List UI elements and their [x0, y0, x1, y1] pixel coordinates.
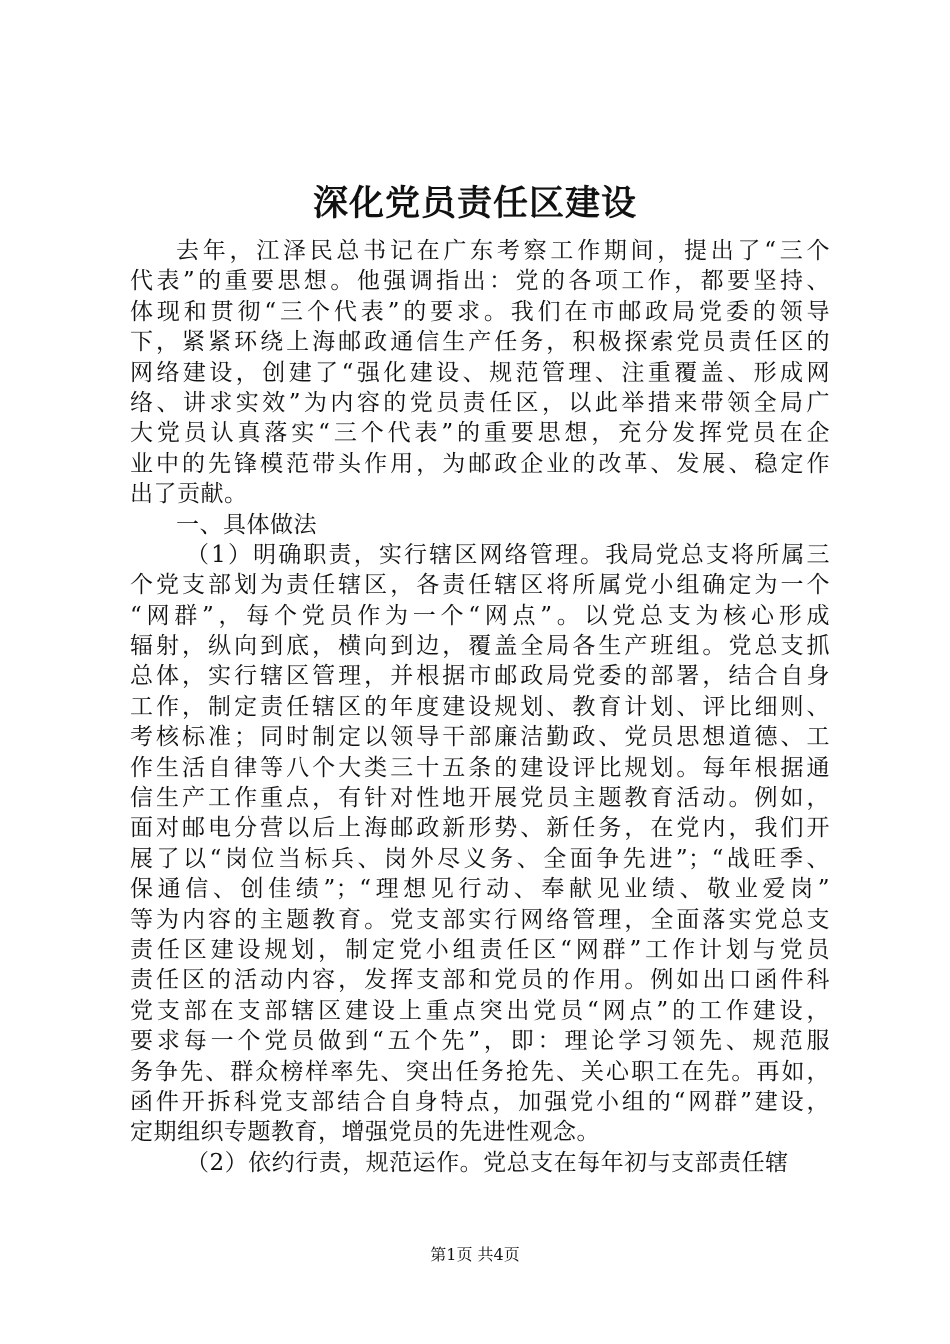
- item-1-line: 要求每一个党员做到“五个先”，即：理论学习领先、规范服: [130, 1028, 830, 1055]
- intro-line: 去年，江泽民总书记在广东考察工作期间，提出了“三个: [176, 238, 830, 264]
- item-1-line: （1）明确职责，实行辖区网络管理。我局党总支将所属三: [186, 541, 830, 568]
- section-heading-1-line: 一、具体做法: [176, 511, 317, 538]
- item-1-line: 务争先、群众榜样率先、突出任务抢先、关心职工在先。再如，: [130, 1058, 830, 1085]
- intro-line: 业中的先锋模范带头作用，为邮政企业的改革、发展、稳定作: [130, 450, 830, 477]
- item-1-line: 等为内容的主题教育。党支部实行网络管理，全面落实党总支: [130, 906, 830, 933]
- item-1-line: “网群”，每个党员作为一个“网点”。以党总支为核心形成: [130, 602, 830, 629]
- item-1-line: 辐射，纵向到底，横向到边，覆盖全局各生产班组。党总支抓: [130, 633, 830, 660]
- item-1-line: 函件开拆科党支部结合自身特点，加强党小组的“网群”建设，: [130, 1088, 830, 1115]
- item-1-line: 个党支部划为责任辖区，各责任辖区将所属党小组确定为一个: [130, 572, 830, 599]
- intro-line: 络、讲求实效”为内容的党员责任区，以此举措来带领全局广: [130, 389, 830, 416]
- item-1-line: 责任区建设规划，制定党小组责任区“网群”工作计划与党员: [130, 936, 830, 963]
- item-2-line: （2）依约行责，规范运作。党总支在每年初与支部责任辖: [186, 1149, 789, 1176]
- item-1-line: 考核标准；同时制定以领导干部廉洁勤政、党员思想道德、工: [130, 724, 830, 751]
- intro-line: 出了贡献。: [130, 481, 248, 508]
- item-1-line: 工作，制定责任辖区的年度建设规划、教育计划、评比细则、: [130, 693, 830, 720]
- item-1-line: 总体，实行辖区管理，并根据市邮政局党委的部署，结合自身: [130, 663, 830, 690]
- intro-line: 代表”的重要思想。他强调指出：党的各项工作，都要坚持、: [130, 268, 830, 295]
- item-1-line: 保通信、创佳绩”；“理想见行动、奉献见业绩、敬业爱岗”: [130, 876, 830, 903]
- item-1-line: 党支部在支部辖区建设上重点突出党员“网点”的工作建设，: [130, 997, 830, 1024]
- item-1-line: 面对邮电分营以后上海邮政新形势、新任务，在党内，我们开: [130, 815, 830, 842]
- item-1-line: 作生活自律等八个大类三十五条的建设评比规划。每年根据通: [130, 754, 830, 781]
- item-1-line: 定期组织专题教育，增强党员的先进性观念。: [130, 1119, 600, 1146]
- item-1-line: 信生产工作重点，有针对性地开展党员主题教育活动。例如，: [130, 785, 830, 812]
- intro-line: 下，紧紧环绕上海邮政通信生产任务，积极探索党员责任区的: [130, 329, 830, 356]
- item-1-line: 展了以“岗位当标兵、岗外尽义务、全面争先进”；“战旺季、: [130, 845, 830, 872]
- intro-line: 网络建设，创建了“强化建设、规范管理、注重覆盖、形成网: [130, 359, 830, 386]
- document-body: [130, 236, 830, 1178]
- intro-line: 体现和贯彻“三个代表”的要求。我们在市邮政局党委的领导: [130, 298, 830, 325]
- page-number-footer: 第1页 共4页: [430, 1245, 520, 1264]
- item-1-line: 责任区的活动内容，发挥支部和党员的作用。例如出口函件科: [130, 967, 830, 994]
- intro-line: 大党员认真落实“三个代表”的重要思想，充分发挥党员在企: [130, 420, 830, 447]
- document-title: 深化党员责任区建设: [312, 183, 637, 224]
